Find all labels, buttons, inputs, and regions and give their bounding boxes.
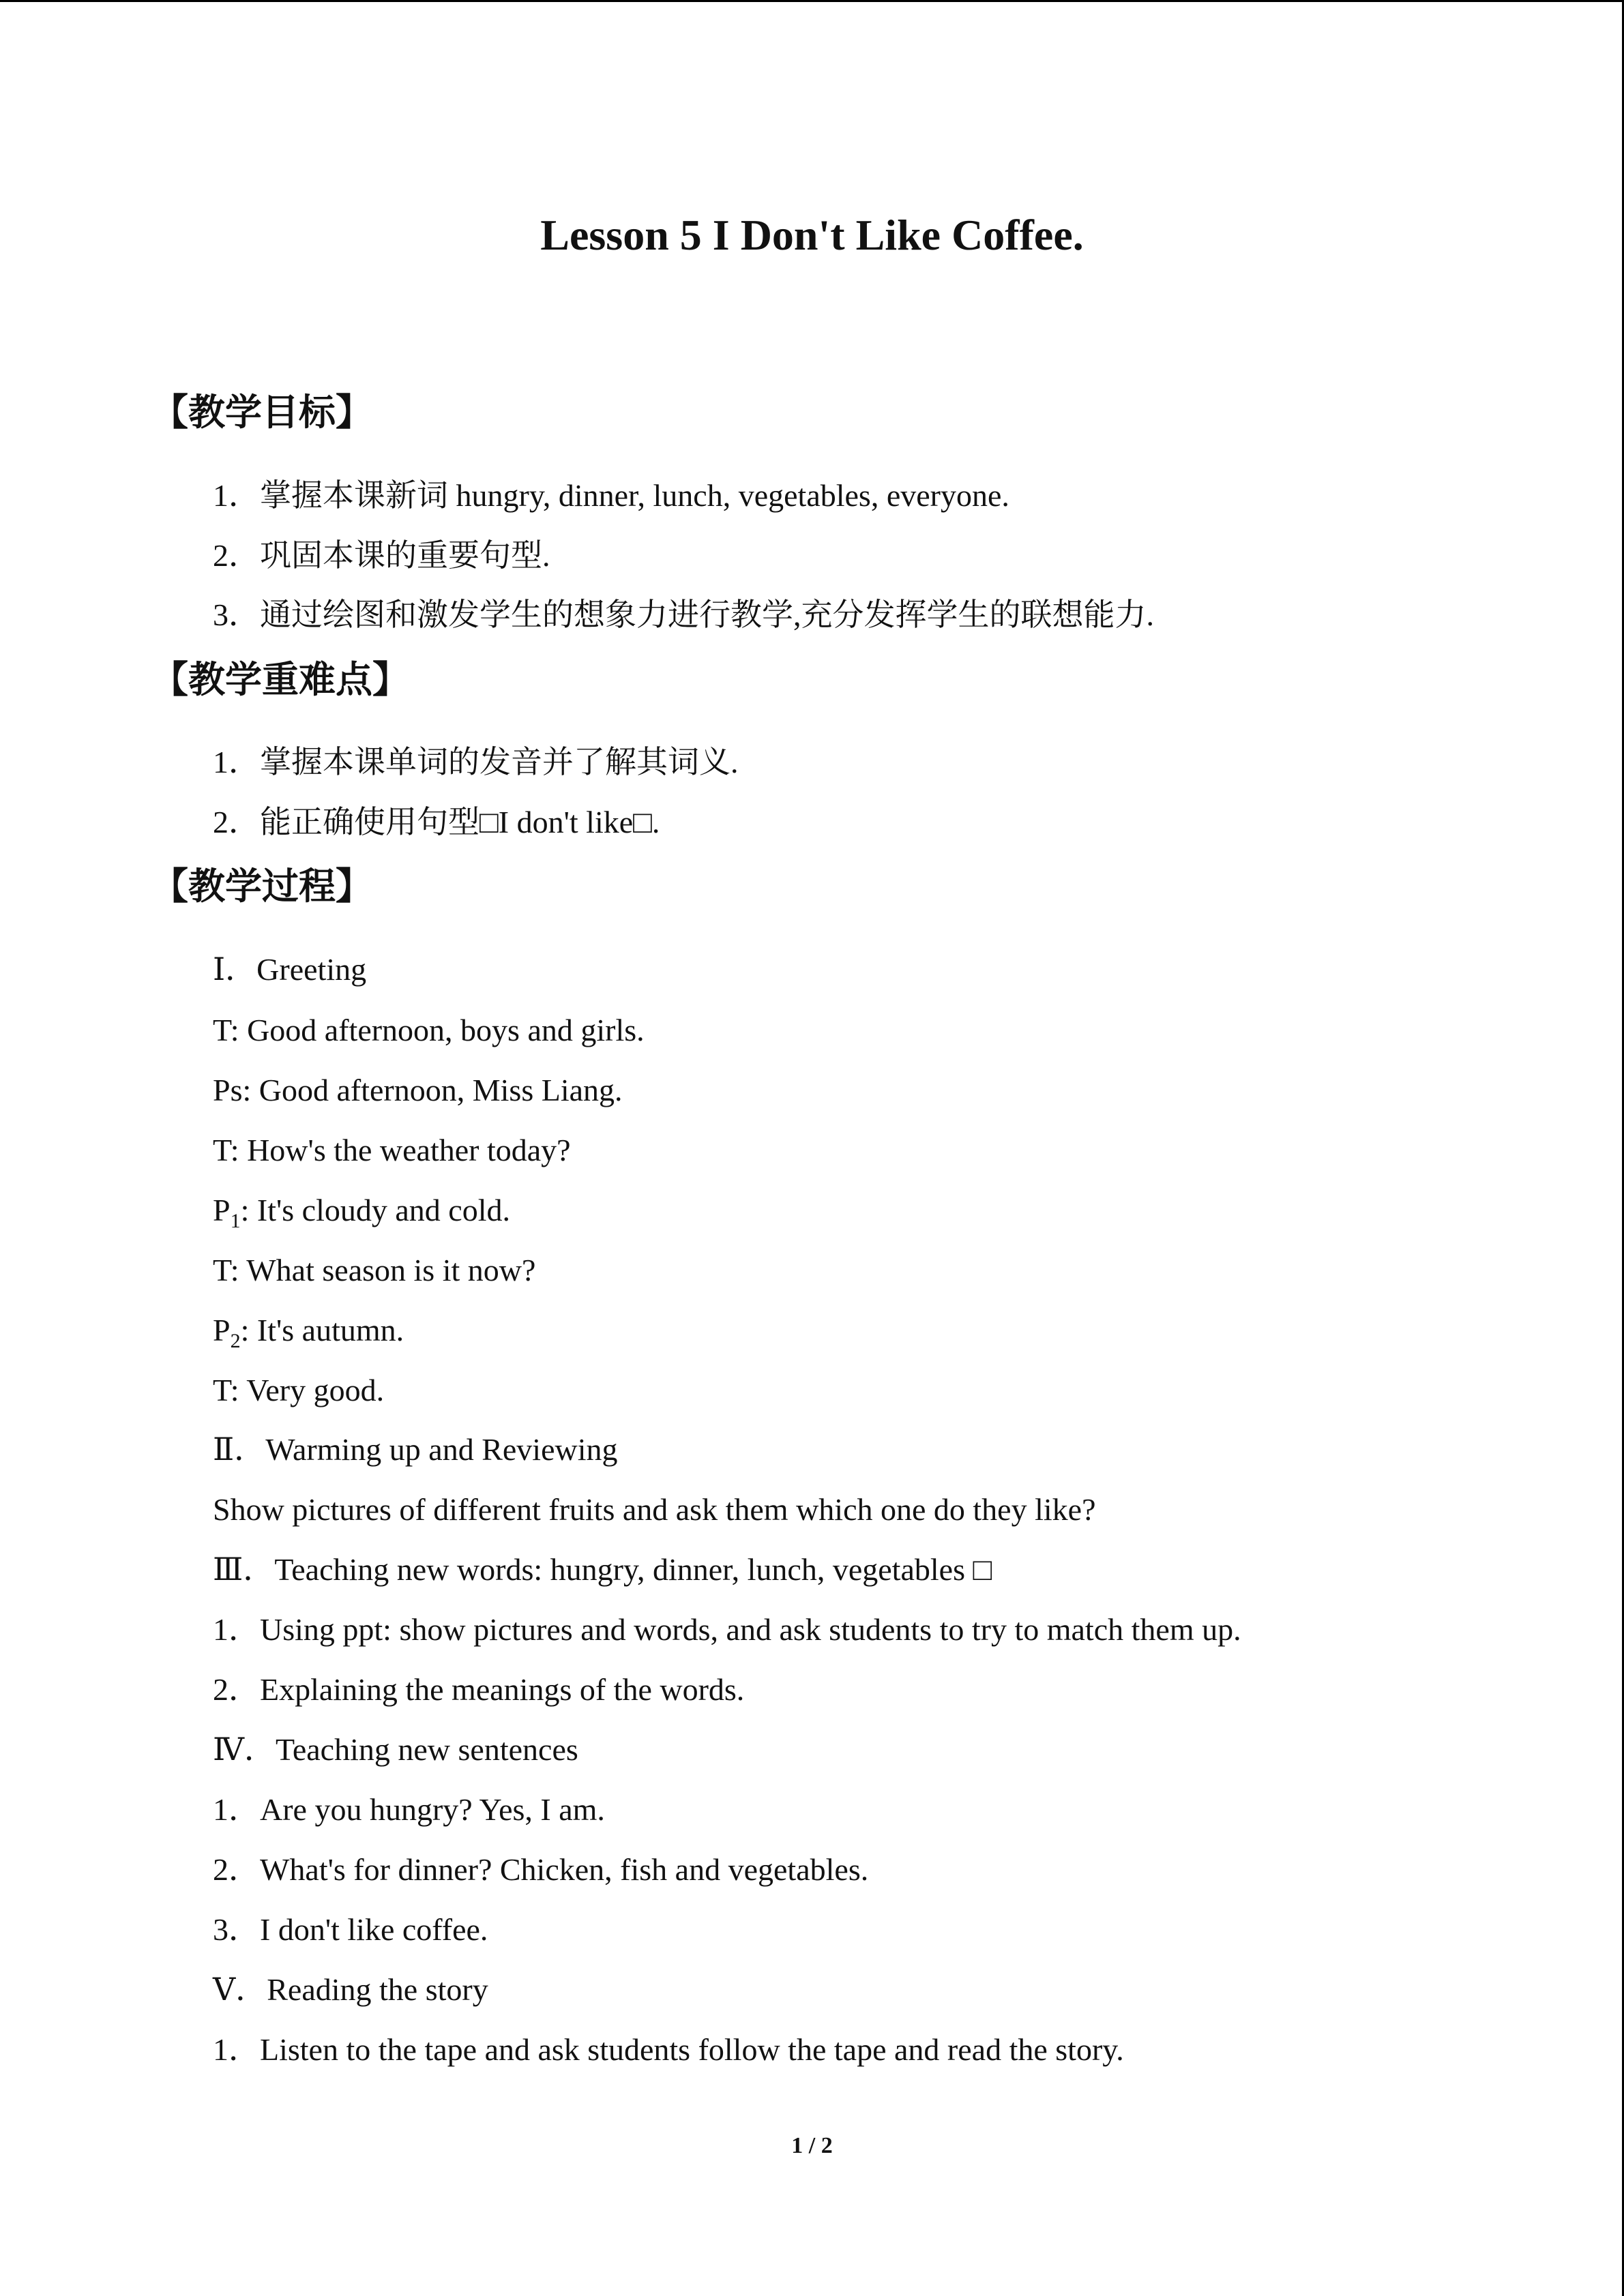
sentences-item-3: 3．I don't like coffee.	[213, 1912, 488, 1947]
dialogue-line-2: Ps: Good afternoon, Miss Liang.	[213, 1073, 623, 1107]
objective-item-3: 3．通过绘图和激发学生的想象力进行教学,充分发挥学生的联想能力.	[213, 597, 1154, 632]
page-number: 1 / 2	[791, 2133, 833, 2158]
dialogue-line-3: T: How's the weather today?	[213, 1133, 571, 1167]
speaker-label: P	[213, 1193, 231, 1227]
key-point-item-2: 2．能正确使用句型□I don't like□.	[213, 805, 660, 839]
dialogue-line-1: T: Good afternoon, boys and girls.	[213, 1013, 645, 1047]
sentences-item-1: 1．Are you hungry? Yes, I am.	[213, 1792, 605, 1827]
reading-title: Ⅴ．Reading the story	[213, 1972, 488, 2007]
greeting-title: Ⅰ．Greeting	[213, 952, 367, 987]
warming-title: Ⅱ．Warming up and Reviewing	[213, 1432, 618, 1467]
words-item-1: 1．Using ppt: show pictures and words, and ask students to try to match them up.	[213, 1612, 1241, 1647]
key-points-heading: 【教学重难点】	[151, 658, 409, 701]
words-item-2: 2．Explaining the meanings of the words.	[213, 1672, 745, 1707]
lesson-title: Lesson 5 I Don't Like Coffee.	[540, 211, 1084, 259]
dialogue-text: : It's cloudy and cold.	[240, 1193, 510, 1227]
reading-item-1: 1．Listen to the tape and ask students follow the tape and read the story.	[213, 2032, 1124, 2067]
process-heading: 【教学过程】	[151, 865, 372, 908]
speaker-subscript: 2	[230, 1330, 241, 1352]
dialogue-line-p2	[213, 1310, 404, 1362]
speaker-subscript: 1	[230, 1210, 241, 1232]
words-title: Ⅲ．Teaching new words: hungry, dinner, lunch, vegetables □	[213, 1552, 992, 1587]
dialogue-line-very-good: T: Very good.	[213, 1373, 385, 1407]
sentences-item-2: 2．What's for dinner? Chicken, fish and vegetables.	[213, 1852, 869, 1887]
dialogue-line-season: T: What season is it now?	[213, 1253, 536, 1287]
sentences-title: Ⅳ．Teaching new sentences	[213, 1732, 578, 1767]
warming-text: Show pictures of different fruits and ask them which one do they like?	[213, 1492, 1096, 1527]
objectives-heading: 【教学目标】	[151, 391, 372, 434]
page-top-border	[0, 0, 1624, 2]
dialogue-line-p1	[213, 1190, 510, 1242]
dialogue-text: : It's autumn.	[240, 1313, 404, 1347]
key-point-item-1: 1．掌握本课单词的发音并了解其词义.	[213, 745, 739, 779]
objective-item-2: 2．巩固本课的重要句型.	[213, 538, 550, 573]
speaker-label: P	[213, 1313, 231, 1347]
objective-item-1: 1．掌握本课新词 hungry, dinner, lunch, vegetables, everyone.	[213, 478, 1009, 513]
